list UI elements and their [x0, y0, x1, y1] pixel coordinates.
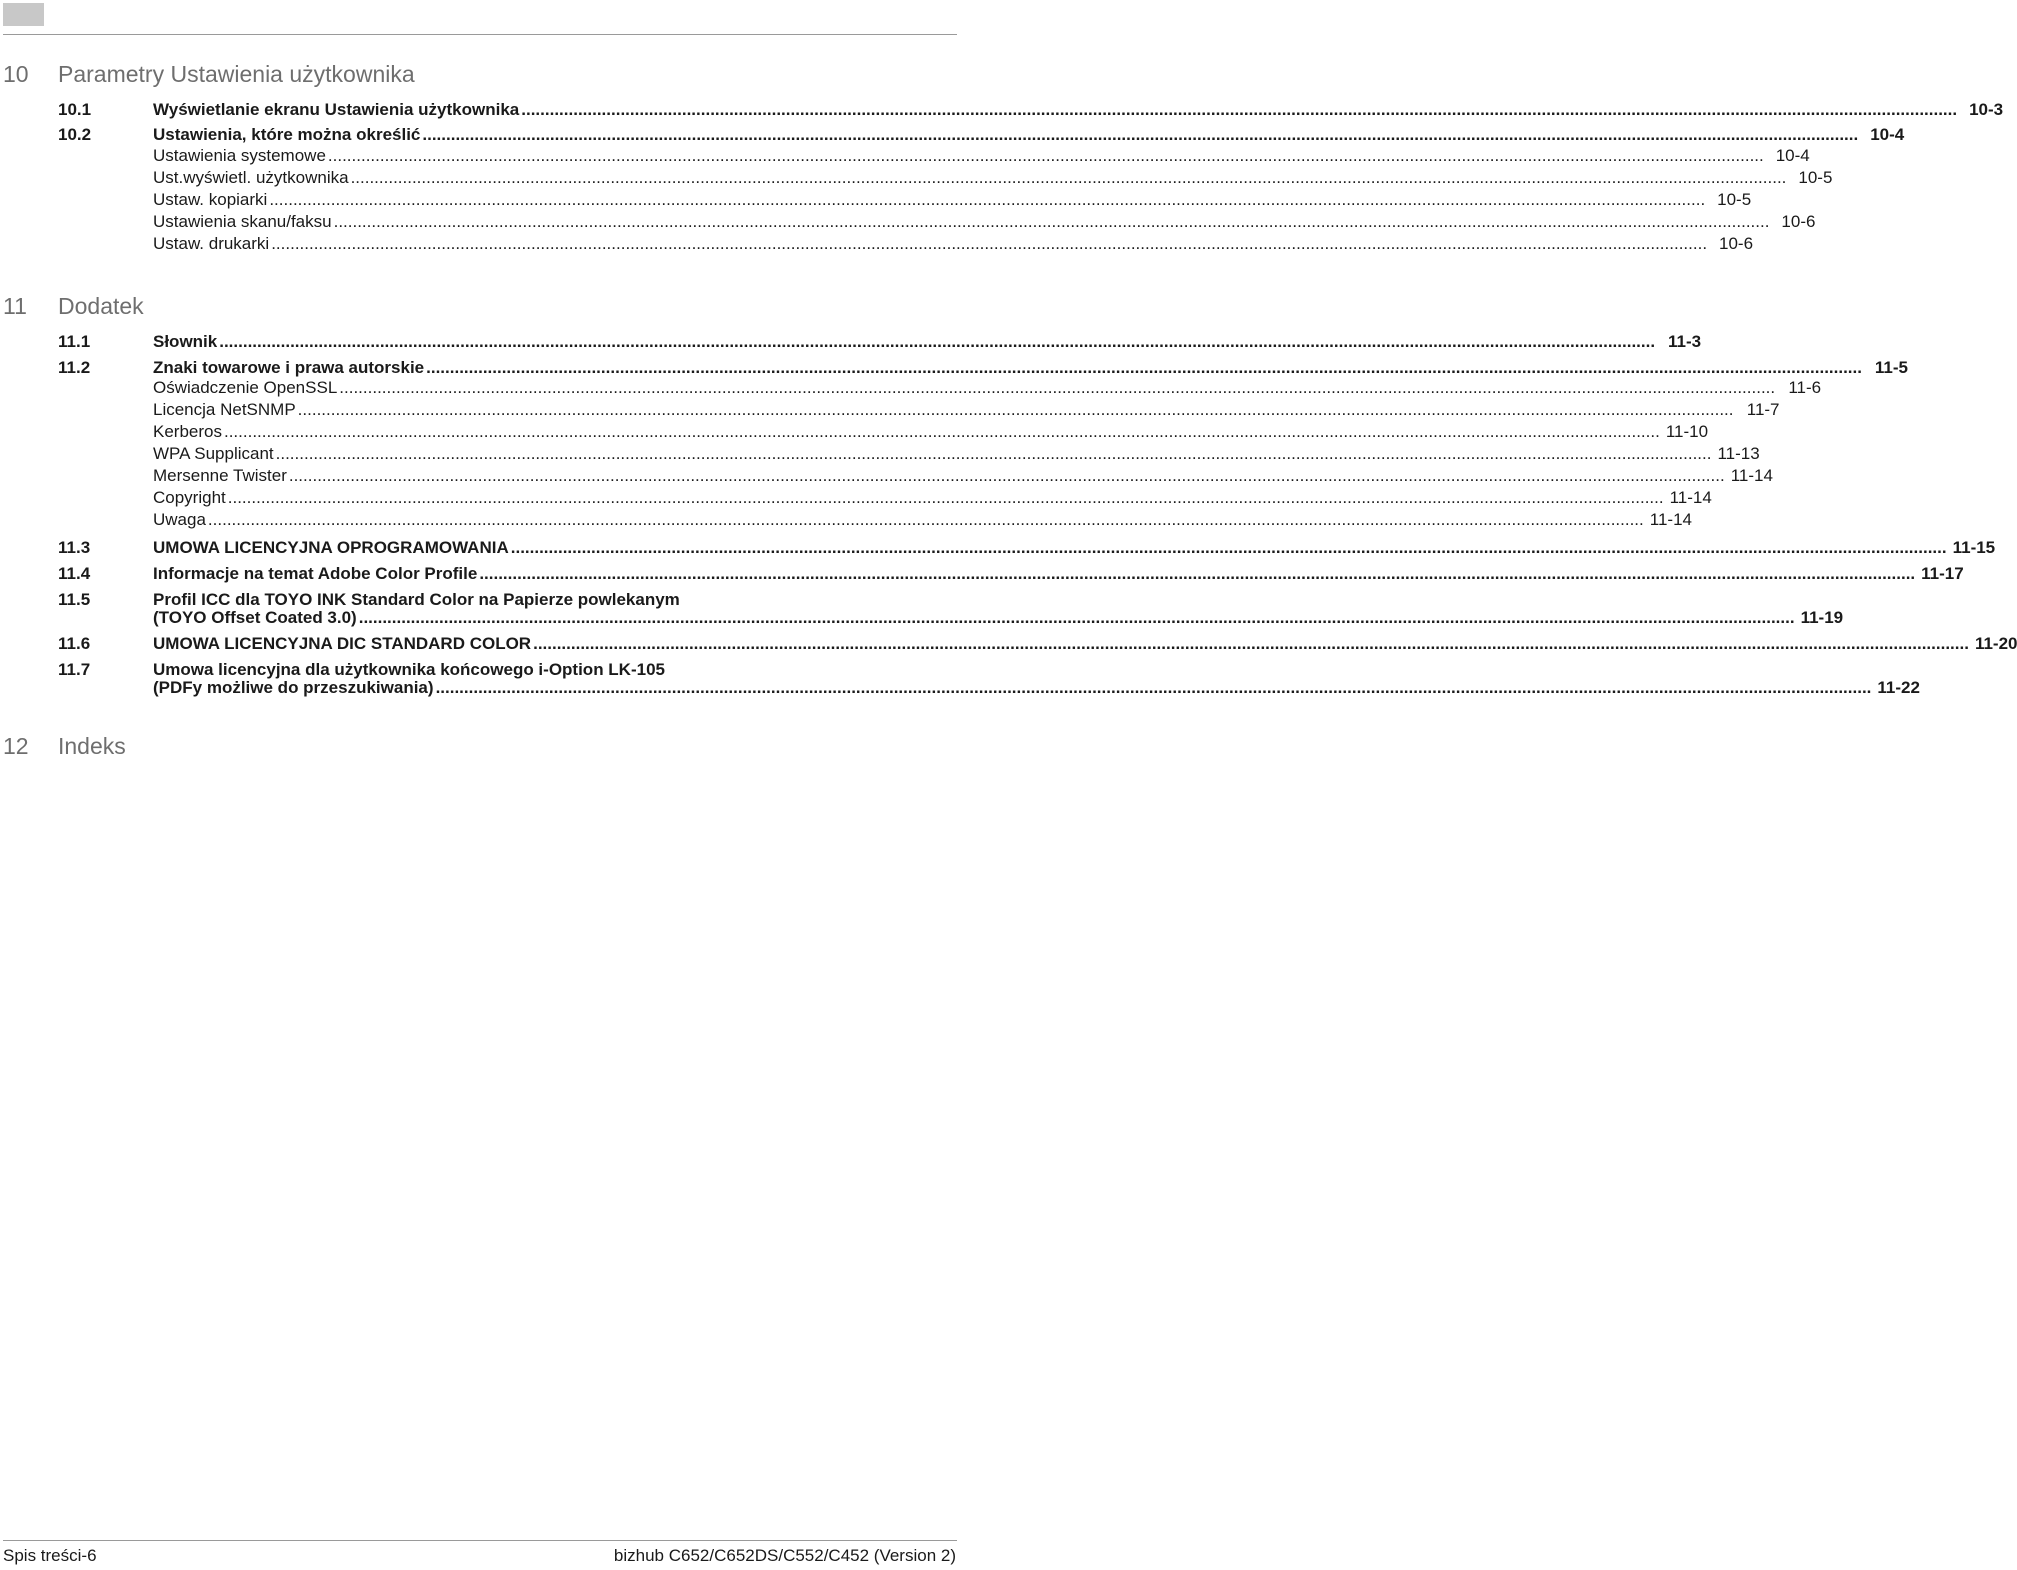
entry-label: UMOWA LICENCYJNA DIC STANDARD COLOR: [153, 634, 532, 653]
entry-label: Uwaga: [153, 510, 206, 529]
page-number: 11-15: [1952, 538, 1996, 557]
entry-label: Kerberos: [153, 422, 222, 441]
top-rule: [3, 34, 957, 35]
entry-label: Mersenne Twister: [153, 466, 287, 485]
entry-label: Słownik: [153, 332, 218, 351]
toc-entry[interactable]: [58, 564, 1964, 584]
bottom-rule: [3, 1540, 957, 1541]
dot-leader: [479, 564, 1915, 584]
entry-label: Wyświetlanie ekranu Ustawienia użytkownika: [153, 100, 520, 119]
chapter-heading[interactable]: [3, 293, 144, 320]
chapter-number: 12: [3, 733, 29, 759]
toc-entry[interactable]: [58, 660, 1920, 698]
page-number: 10-4: [1870, 125, 1905, 144]
entry-label: (PDFy możliwe do przeszukiwania): [153, 678, 434, 697]
section-number: 11.6: [58, 634, 91, 653]
entry-label: Informacje na temat Adobe Color Profile: [153, 564, 478, 583]
corner-tab: [3, 3, 44, 26]
section-number: 11.3: [58, 538, 91, 557]
dot-leader: [208, 510, 1644, 530]
entry-label: Ustaw. drukarki: [153, 234, 270, 253]
toc-subentry[interactable]: [153, 190, 1752, 210]
toc-subentry[interactable]: [153, 168, 1833, 188]
dot-leader: [422, 125, 1858, 145]
section-number: 11.2: [58, 358, 91, 377]
entry-label-line1: Profil ICC dla TOYO INK Standard Color na Papierze powlekanym: [153, 590, 680, 609]
page-number: 11-14: [1730, 466, 1773, 485]
entry-label: Oświadczenie OpenSSL: [153, 378, 338, 397]
page-number: 10-3: [1969, 100, 2004, 119]
toc-entry[interactable]: [58, 538, 1996, 558]
page-number: 11-19: [1800, 608, 1844, 627]
dot-leader: [269, 190, 1705, 210]
toc-entry[interactable]: [58, 125, 1905, 145]
page-number: 11-14: [1649, 510, 1692, 529]
toc-entry[interactable]: [58, 358, 1908, 378]
toc-entry[interactable]: [58, 590, 1844, 628]
dot-leader: [219, 332, 1655, 352]
toc-subentry[interactable]: [153, 234, 1754, 254]
section-number: 11.1: [58, 332, 91, 351]
page-number: 11-20: [1974, 634, 2017, 653]
section-number: 11.5: [58, 590, 91, 609]
page-number: 11-22: [1877, 678, 1920, 697]
toc-subentry[interactable]: [153, 444, 1760, 464]
chapter-heading[interactable]: [3, 61, 415, 88]
dot-leader: [436, 678, 1872, 698]
entry-label: WPA Supplicant: [153, 444, 274, 463]
page-number: 11-17: [1921, 564, 1964, 583]
dot-leader: [271, 234, 1707, 254]
toc-subentry[interactable]: [153, 400, 1780, 420]
chapter-heading[interactable]: [3, 733, 126, 760]
dot-leader: [426, 358, 1862, 378]
entry-label: UMOWA LICENCYJNA OPROGRAMOWANIA: [153, 538, 509, 557]
toc-subentry[interactable]: [153, 510, 1692, 530]
dot-leader: [224, 422, 1660, 442]
dot-leader: [328, 146, 1764, 166]
entry-label: Ustawienia skanu/faksu: [153, 212, 332, 231]
page-number: 11-3: [1667, 332, 1702, 351]
chapter-number: 11: [3, 293, 27, 319]
toc-subentry[interactable]: [153, 212, 1816, 232]
page-number: 10-4: [1775, 146, 1810, 165]
dot-leader: [521, 100, 1957, 120]
dot-leader: [351, 168, 1787, 188]
dot-leader: [511, 538, 1947, 558]
dot-leader: [359, 608, 1795, 628]
page-number: 11-13: [1717, 444, 1760, 463]
entry-label: Ustawienia systemowe: [153, 146, 326, 165]
toc-subentry[interactable]: [153, 488, 1712, 508]
page-number: 11-7: [1746, 400, 1780, 419]
section-number: 11.4: [58, 564, 91, 583]
dot-leader: [289, 466, 1725, 486]
toc-entry[interactable]: [58, 634, 2017, 654]
entry-label: Znaki towarowe i prawa autorskie: [153, 358, 425, 377]
entry-label: Licencja NetSNMP: [153, 400, 296, 419]
dot-leader: [339, 378, 1775, 398]
entry-label: Ustaw. kopiarki: [153, 190, 268, 209]
section-number: 11.7: [58, 660, 91, 679]
entry-label: Ustawienia, które można określić: [153, 125, 421, 144]
toc-subentry[interactable]: [153, 422, 1709, 442]
chapter-title: Indeks: [58, 733, 126, 759]
dot-leader: [298, 400, 1734, 420]
entry-label-line1: Umowa licencyjna dla użytkownika końcowego i-Option LK-105: [153, 660, 665, 679]
chapter-number: 10: [3, 61, 29, 87]
page-number: 10-6: [1719, 234, 1754, 253]
dot-leader: [533, 634, 1969, 654]
page-number: 11-6: [1788, 378, 1822, 397]
page-number: 10-5: [1798, 168, 1833, 187]
page-number: 10-6: [1781, 212, 1816, 231]
section-number: 10.2: [58, 125, 92, 144]
entry-label: (TOYO Offset Coated 3.0): [153, 608, 357, 627]
section-number: 10.1: [58, 100, 92, 119]
chapter-title: Parametry Ustawienia użytkownika: [58, 61, 415, 87]
dot-leader: [228, 488, 1664, 508]
entry-label: Ust.wyświetl. użytkownika: [153, 168, 349, 187]
footer-page-label: Spis treści-6: [3, 1546, 97, 1565]
toc-subentry[interactable]: [153, 146, 1810, 166]
toc-entry[interactable]: [58, 332, 1702, 352]
page-number: 11-10: [1665, 422, 1709, 441]
chapter-title: Dodatek: [58, 293, 144, 319]
dot-leader: [276, 444, 1712, 464]
toc-entry[interactable]: [58, 100, 2004, 120]
toc-subentry[interactable]: [153, 466, 1773, 486]
page-number: 11-14: [1669, 488, 1712, 507]
page-number: 11-5: [1874, 358, 1908, 377]
dot-leader: [334, 212, 1770, 232]
entry-label: Copyright: [153, 488, 226, 507]
footer-product-label: bizhub C652/C652DS/C552/C452 (Version 2): [613, 1546, 956, 1565]
page-number: 10-5: [1717, 190, 1752, 209]
toc-subentry[interactable]: [153, 378, 1822, 398]
